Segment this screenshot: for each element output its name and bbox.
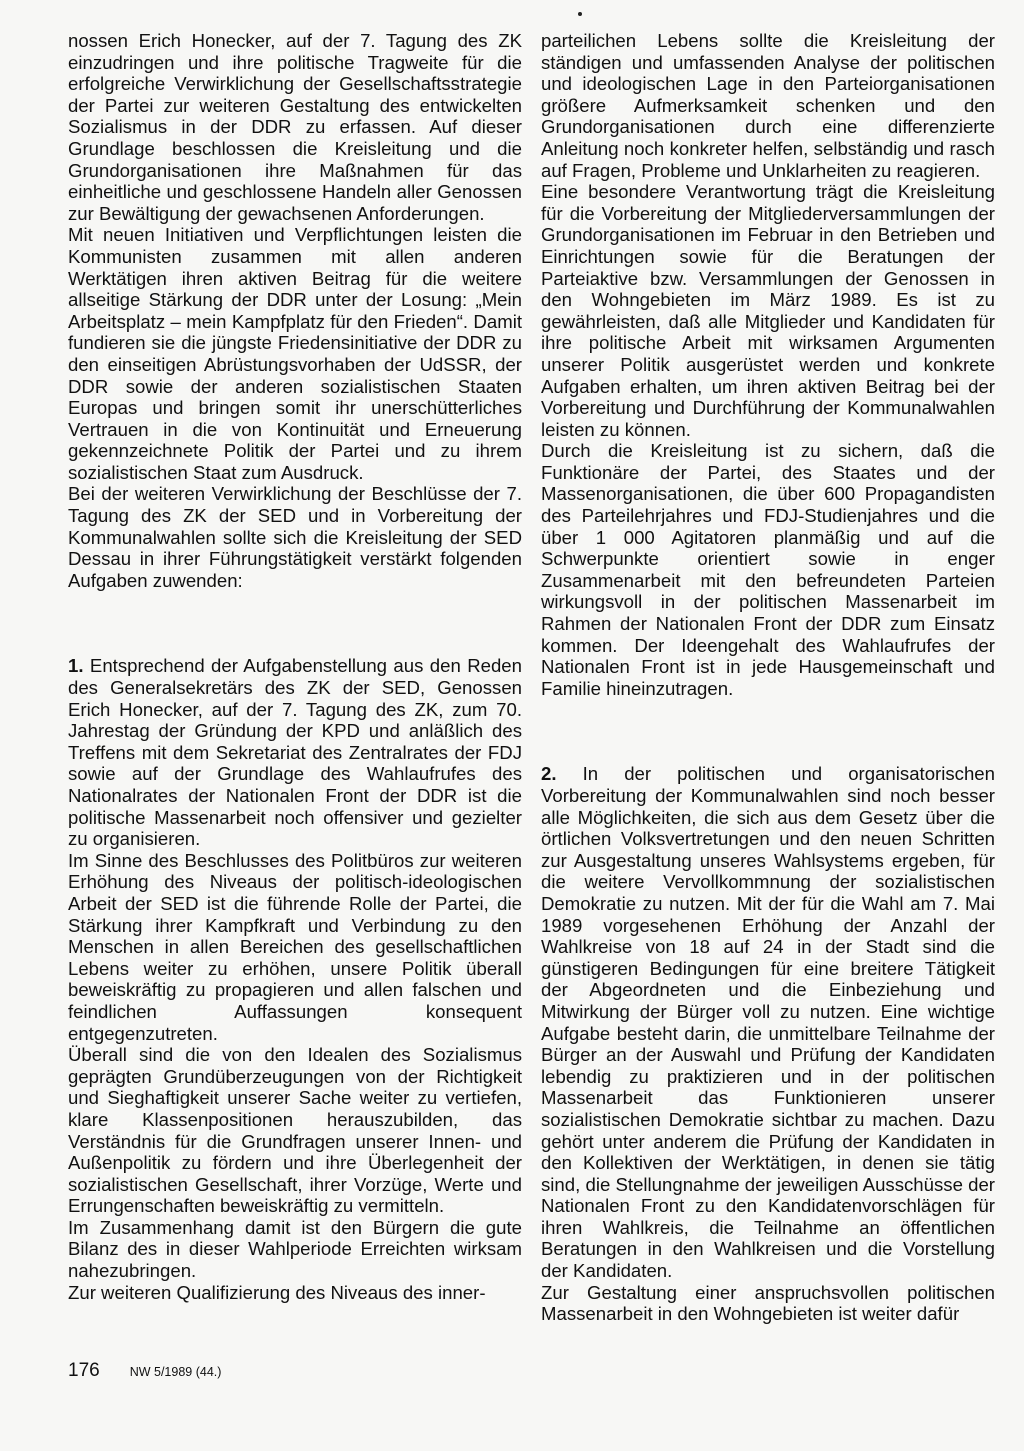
left-paragraph-3: Bei der weiteren Verwirklichung der Beschlüsse der 7. Tagung des ZK der SED und in Vorbereitung der Kommunalwahlen sollte sich die Kreisleitung der SED Dessau in ihrer Führungstätigkeit verstärkt folgenden Aufgaben zuwenden: bbox=[68, 483, 522, 591]
print-speck bbox=[578, 12, 582, 16]
section-spacer bbox=[541, 699, 995, 763]
section-2-text: In der politischen und organisatorischen Vorbereitung der Kommunalwahlen sind noch besser alle Möglichkeiten, die sich aus dem Gesetz über die örtlichen Volksvertretungen und den neuen Schritten zur Ausgestaltung unseres Wahlsystems ergeben, für die weitere Vervollkommnung der sozialistischen Demokratie zu nutzen. Mit der für die Wahl am 7. Mai 1989 vorgesehenen Erhöhung der Anzahl der Wahlkreise von 18 auf 24 in der Stadt sind die günstigeren Bedingungen für eine breitere Tätigkeit der Abgeordneten und die Einbeziehung und Mitwirkung der Bürger voll zu nutzen. Eine wichtige Aufgabe besteht darin, die unmittelbare Teilnahme der Bürger an der Auswahl und Prüfung der Kandidaten lebendig zu praktizieren und in der politischen Massenarbeit das Funktionieren unserer sozialistischen Demokratie sichtbar zu machen. Dazu gehört unter anderem die Prüfung der Kandidaten in den Kollektiven der Werktätigen, in denen sie tätig sind, die Stellungnahme der jeweiligen Ausschüsse der Nationalen Front zu den Kandidatenvorschlägen für ihren Wahlkreis, die Teilnahme an öffentlichen Beratungen in den Wahlkreisen und die Vorstellung der Kandidaten. bbox=[541, 763, 995, 1282]
journal-reference: NW 5/1989 (44.) bbox=[129, 1365, 222, 1379]
right-paragraph-4 bbox=[541, 763, 995, 1281]
page-footer bbox=[68, 1360, 368, 1382]
right-column bbox=[541, 30, 995, 1325]
left-paragraph-2: Mit neuen Initiativen und Verpflichtungen leisten die Kommunisten zusammen mit allen anderen Werktätigen ihren aktiven Beitrag für die weitere allseitige Stärkung der DDR unter der Losung: „Mein Arbeitsplatz – mein Kampfplatz für den Frieden“. Damit fundieren sie die jüngste Friedensinitiative der DDR zu den einseitigen Abrüstungsvorhaben der UdSSR, der DDR sowie der anderen sozialistischen Staaten Europas und bringen somit ihr unerschütterliches Vertrauen in die von Kontinuität und Erneuerung gekennzeichnete Politik der Partei und zu ihrem sozialistischen Staat zum Ausdruck. bbox=[68, 224, 522, 483]
right-paragraph-5: Zur Gestaltung einer anspruchsvollen politischen Massenarbeit in den Wohngebieten ist weiter dafür bbox=[541, 1281, 995, 1325]
left-paragraph-6: Überall sind die von den Idealen des Sozialismus geprägten Grundüberzeugungen von der Richtigkeit und Sieghaftigkeit unserer Sache weiter zu vertiefen, klare Klassenpositionen herauszubilden, das Verständnis für die Grundfragen unserer Innen- und Außenpolitik zu fördern und ihre Überlegenheit der sozialistischen Gesellschaft, ihrer Vorzüge, Werte und Errungenschaften beweiskräftig zu vermitteln. bbox=[68, 1044, 522, 1217]
right-paragraph-2: Eine besondere Verantwortung trägt die Kreisleitung für die Vorbereitung der Mitgliederversammlungen der Grundorganisationen im Februar in den Betrieben und Einrichtungen sowie für die Beratungen der Parteiaktive bzw. Versammlungen der Genossen in den Wohngebieten im März 1989. Es ist zu gewährleisten, daß alle Mitglieder und Kandidaten für ihre politische Arbeit mit wirksamen Argumenten unserer Politik ausgerüstet werden und konkrete Aufgaben erhalten, um ihren aktiven Beitrag bei der Vorbereitung und Durchführung der Kommunalwahlen leisten zu können. bbox=[541, 181, 995, 440]
left-paragraph-4 bbox=[68, 655, 522, 849]
left-paragraph-7: Im Zusammenhang damit ist den Bürgern die gute Bilanz des in dieser Wahlperiode Erreichten wirksam nahezubringen. bbox=[68, 1216, 522, 1282]
left-column bbox=[68, 30, 522, 1303]
right-paragraph-3: Durch die Kreisleitung ist zu sichern, daß die Funktionäre der Partei, des Staates und der Massenorganisationen, die über 600 Propagandisten des Parteilehrjahres und FDJ-Studienjahres und die über 1 000 Agitatoren planmäßig und auf die Schwerpunkte orientiert sowie in enger Zusammenarbeit mit den befreundeten Parteien wirkungsvoll in der politischen Massenarbeit im Rahmen der Nationalen Front der DDR zum Einsatz kommen. Der Ideengehalt des Wahlaufrufes der Nationalen Front ist in jede Hausgemeinschaft und Familie hineinzutragen. bbox=[541, 440, 995, 699]
section-number-1: 1. bbox=[68, 655, 84, 677]
left-paragraph-1: nossen Erich Honecker, auf der 7. Tagung des ZK einzudringen und ihre politische Tragweite für die erfolgreiche Verwirklichung der Gesellschaftsstrategie der Partei zur weiteren Gestaltung des entwickelten Sozialismus in der DDR zu erfassen. Auf dieser Grundlage beschlossen die Kreisleitung und die Grundorganisationen ihre Maßnahmen für das einheitliche und geschlossene Handeln aller Genossen zur Bewältigung der gewachsenen Anforderungen. bbox=[68, 30, 522, 224]
section-number-2: 2. bbox=[541, 763, 557, 785]
left-paragraph-8: Zur weiteren Qualifizierung des Niveaus des inner- bbox=[68, 1281, 486, 1303]
page-number: 176 bbox=[68, 1360, 100, 1381]
section-spacer bbox=[68, 591, 522, 655]
section-1-text: Entsprechend der Aufgabenstellung aus den Reden des Generalsekretärs des ZK der SED, Genossen Erich Honecker, auf der 7. Tagung des ZK, zum 70. Jahrestag der Gründung der KPD und anläßlich des Treffens mit dem Sekretariat des Zentralrates der FDJ sowie auf der Grundlage des Wahlaufrufes des Nationalrates der Nationalen Front der DDR ist die politische Massenarbeit noch offensiver und gezielter zu organisieren. bbox=[68, 655, 522, 850]
right-paragraph-1: parteilichen Lebens sollte die Kreisleitung der ständigen und umfassenden Analyse der politischen und ideologischen Lage in den Parteiorganisationen größere Aufmerksamkeit schenken und den Grundorganisationen durch eine differenzierte Anleitung noch konkreter helfen, selbständig und rasch auf Fragen, Probleme und Unklarheiten zu reagieren. bbox=[541, 30, 995, 181]
left-paragraph-5: Im Sinne des Beschlusses des Politbüros zur weiteren Erhöhung des Niveaus der politisch-ideologischen Arbeit der SED ist die führende Rolle der Partei, die Stärkung ihrer Kampfkraft und Verbindung zu den Menschen in allen Bereichen des gesellschaftlichen Lebens weiter zu erhöhen, unsere Politik überall beweiskräftig zu propagieren und allen falschen und feindlichen Auffassungen konsequent entgegenzutreten. bbox=[68, 849, 522, 1044]
